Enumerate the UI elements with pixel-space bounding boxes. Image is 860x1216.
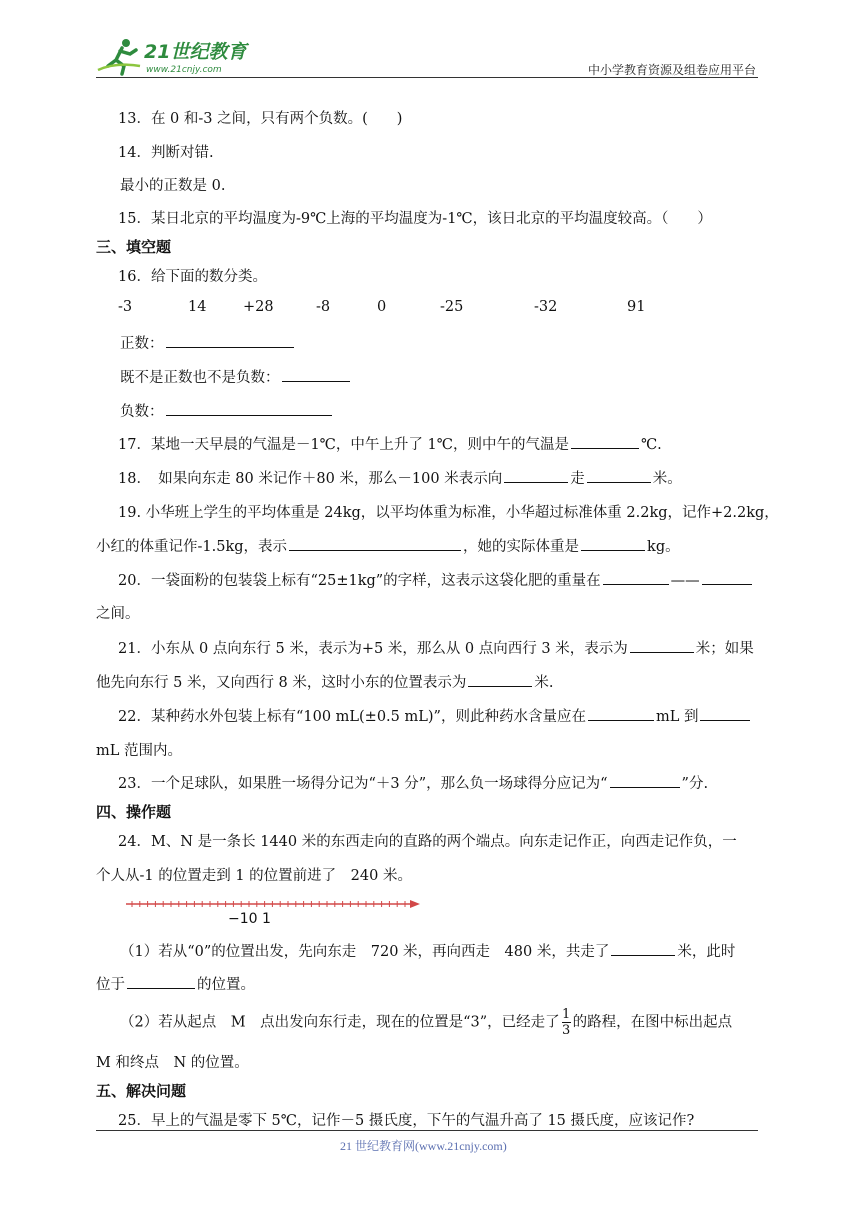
question-18	[118, 467, 682, 488]
q17-unit: ℃.	[640, 437, 662, 453]
q18-text: 18． 如果向东走 80 米记作＋80 米，那么－100 米表示向	[118, 471, 503, 487]
footer-divider	[96, 1130, 758, 1131]
q22-blank-1[interactable]	[588, 705, 654, 721]
number-item: -8	[316, 299, 331, 315]
positive-blank[interactable]	[166, 332, 294, 348]
q20-blank-1[interactable]	[603, 569, 669, 585]
question-20-line-1	[118, 569, 754, 590]
q18-blank-1[interactable]	[504, 467, 568, 483]
q24p1-text-4: 的位置。	[197, 977, 255, 993]
q17-text: 17．某地一天早晨的气温是－1℃，中午上升了 1℃，则中午的气温是	[118, 437, 569, 453]
logo	[96, 36, 256, 76]
negative-label: 负数：	[120, 404, 164, 420]
q23-blank[interactable]	[610, 772, 680, 788]
number-line-labels: −10 1	[228, 911, 271, 926]
section-5-heading: 五、解决问题	[96, 1082, 187, 1100]
q19-text: 小红的体重记作-1.5kg，表示	[96, 539, 288, 555]
q24p1-blank-2[interactable]	[127, 973, 195, 989]
q24p1-text-3: 位于	[96, 977, 125, 993]
q20-text: 20．一袋面粉的包装袋上标有“25±1kg”的字样，这表示这袋化肥的重量在	[118, 573, 601, 589]
q17-blank[interactable]	[571, 433, 639, 449]
q24p2-text-2: 的路程，在图中标出起点	[572, 1014, 733, 1031]
q22-text-2: mL 到	[655, 709, 699, 725]
question-25: 25．早上的气温是零下 5℃，记作－5 摄氏度，下午的气温升高了 15 摄氏度，应该记作?	[118, 1113, 695, 1129]
q21-text-3: 他先向东行 5 米，又向西行 8 米，这时小东的位置表示为	[96, 675, 467, 691]
question-16-title: 16．给下面的数分类。	[118, 269, 267, 285]
q22-text: 22．某种药水外包装上标有“100 mL(±0.5 mL)”，则此种药水含量应在	[118, 709, 586, 725]
footer-text: 21 世纪教育网(www.21cnjy.com)	[340, 1139, 507, 1153]
question-17	[118, 433, 662, 454]
negative-blank[interactable]	[166, 400, 332, 416]
q21-unit: 米.	[534, 675, 554, 691]
question-22-line-2: mL 范围内。	[96, 743, 182, 759]
positive-label: 正数：	[120, 336, 164, 352]
q24p2-text: （2）若从起点 M 点出发向东行走，现在的位置是“3”，已经走了	[120, 1014, 560, 1031]
section-4-heading: 四、操作题	[96, 803, 172, 821]
question-24-part-1-line-1	[120, 940, 735, 961]
number-item: +28	[243, 299, 274, 315]
q18-text-2: 走	[570, 471, 585, 487]
q24p1-text-2: 米，此时	[677, 944, 736, 960]
runner-icon	[98, 39, 140, 74]
q18-blank-2[interactable]	[587, 467, 651, 483]
positive-row	[120, 332, 296, 353]
question-21-line-2	[96, 671, 554, 692]
question-19-line-2	[96, 535, 680, 556]
section-3-heading: 三、填空题	[96, 238, 172, 256]
question-14-title: 14．判断对错.	[118, 145, 214, 161]
q19-blank-2[interactable]	[581, 535, 645, 551]
number-item: -3	[118, 299, 133, 315]
number-line-arrow-icon	[410, 900, 420, 908]
negative-row	[120, 400, 334, 421]
question-13: 13．在 0 和-3 之间，只有两个负数。( )	[118, 111, 403, 127]
number-line[interactable]	[124, 896, 424, 926]
q23-unit: ”分.	[681, 776, 709, 792]
header-divider	[96, 77, 758, 78]
q21-blank-1[interactable]	[630, 637, 694, 653]
q19-blank-1[interactable]	[289, 535, 461, 551]
question-19-line-1: 19. 小华班上学生的平均体重是 24kg，以平均体重为标准，小华超过标准体重 2.2kg，记作+2.2kg，	[118, 505, 779, 521]
number-item: 0	[377, 299, 387, 315]
q24p1-blank-1[interactable]	[611, 940, 675, 956]
question-20-line-2: 之间。	[96, 606, 140, 622]
q24p1-text: （1）若从“0”的位置出发，先向东走 720 米，再向西走 480 米，共走了	[120, 944, 610, 960]
number-item: 14	[188, 299, 207, 315]
q22-blank-2[interactable]	[700, 705, 750, 721]
q19-unit: kg。	[647, 539, 680, 555]
question-24-part-2-line-1	[120, 1008, 732, 1037]
question-23	[118, 772, 708, 793]
question-24-line-2: 个人从-1 的位置走到 1 的位置前进了 240 米。	[96, 868, 412, 884]
q23-text: 23．一个足球队，如果胜一场得分记为“＋3 分”，那么负一场球得分应记为“	[118, 776, 608, 792]
q20-dash: ——	[670, 573, 700, 589]
number-item: 91	[627, 299, 646, 315]
fraction-one-third	[562, 1008, 571, 1037]
question-22-line-1	[118, 705, 752, 726]
number-line-svg	[124, 896, 424, 926]
q20-blank-2[interactable]	[702, 569, 752, 585]
q19-text-2: ，她的实际体重是	[463, 539, 580, 555]
fraction-numerator: 1	[561, 1007, 571, 1022]
q21-text-2: 米；如果	[695, 641, 754, 657]
question-14-body: 最小的正数是 0.	[120, 178, 226, 194]
question-24-part-1-line-2	[96, 973, 255, 994]
question-24-part-2-line-2: M 和终点 N 的位置。	[96, 1055, 249, 1071]
neither-blank[interactable]	[282, 366, 350, 382]
logo-main: 21世纪教育	[144, 41, 247, 63]
number-item: -32	[534, 299, 558, 315]
site-name: 中小学教育资源及组卷应用平台	[587, 63, 756, 77]
neither-label: 既不是正数也不是负数：	[120, 370, 280, 386]
q21-blank-2[interactable]	[468, 671, 532, 687]
number-item: -25	[440, 299, 464, 315]
fraction-denominator: 3	[561, 1023, 571, 1038]
logo-url: www.21cnjy.com	[146, 65, 222, 75]
q18-unit: 米。	[652, 471, 682, 487]
neither-row	[120, 366, 352, 387]
question-24-line-1: 24．M、N 是一条长 1440 米的东西走向的直路的两个端点。向东走记作正，向西走记作负，一	[118, 834, 737, 850]
question-15: 15．某日北京的平均温度为-9℃上海的平均温度为-1℃，该日北京的平均温度较高。（ ）	[118, 211, 712, 227]
question-21-line-1	[118, 637, 754, 658]
q21-text: 21．小东从 0 点向东行 5 米，表示为+5 米，那么从 0 点向西行 3 米，表示为	[118, 641, 628, 657]
